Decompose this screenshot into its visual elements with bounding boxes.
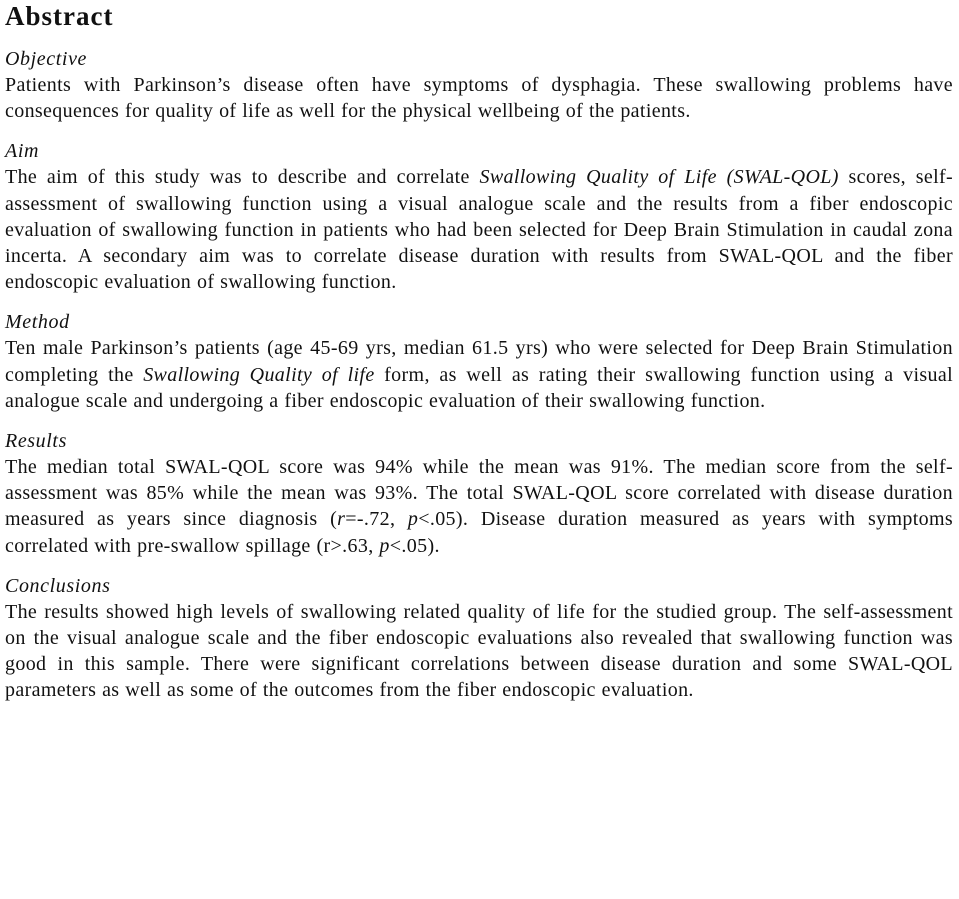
abstract-body	[5, 46, 953, 704]
section-results	[5, 428, 953, 559]
paragraph-text: form, as well as rating their swallowing function using a visual analogue scale and undergoing a fiber endoscopic evaluation of their swallowing function.	[5, 363, 953, 412]
section-paragraph	[5, 164, 953, 295]
paragraph-text: <.05).	[389, 534, 440, 557]
section-heading: Results	[5, 430, 67, 453]
paragraph-text: =-.72,	[345, 508, 408, 531]
section-conclusions	[5, 573, 953, 704]
paragraph-text: Ten male Parkinson’s patients (age 45-69 yrs, median 61.5 yrs) who were selected for Deep Brain Stimulation completing the	[5, 337, 953, 386]
paragraph-text: scores, self-assessment of swallowing function using a visual analogue scale and the results from a fiber endoscopic evaluation of swallowing function in patients who had been selected for Deep Brain Stimulation in caudal zona incerta. A secondary aim was to correlate disease duration with results from SWAL-QOL and the fiber endoscopic evaluation of swallowing function.	[5, 166, 953, 294]
section-aim	[5, 138, 953, 295]
paragraph-text: <.05). Disease duration measured as years with symptoms correlated with pre-swallow spillage (r>.63,	[5, 508, 954, 557]
italic-text: (SWAL-QOL)	[726, 166, 839, 189]
paragraph-text: Patients with Parkinson’s disease often have symptoms of dysphagia. These swallowing problems have consequences for quality of life as well for the physical wellbeing of the patients.	[5, 74, 953, 123]
italic-text: r	[337, 508, 346, 531]
section-paragraph	[5, 454, 953, 559]
section-heading: Method	[5, 311, 70, 334]
section-paragraph	[5, 72, 953, 124]
section-method	[5, 309, 953, 414]
paragraph-text: The aim of this study was to describe and correlate	[5, 166, 480, 189]
section-paragraph	[5, 599, 953, 704]
italic-text: Swallowing Quality of life	[143, 363, 375, 386]
italic-text: p	[407, 508, 419, 531]
paragraph-text: The results showed high levels of swallowing related quality of life for the studied group. The self-assessment on the visual analogue scale and the fiber endoscopic evaluations also revealed that swallowing function was good in this sample. There were significant correlations between disease duration and some SWAL-QOL parameters as well as some of the outcomes from the fiber endoscopic evaluation.	[5, 600, 953, 702]
italic-text: p	[379, 534, 390, 557]
section-heading: Aim	[5, 140, 40, 163]
section-heading: Conclusions	[5, 574, 111, 597]
section-heading: Objective	[5, 48, 88, 70]
paragraph-text: The median total SWAL-QOL score was 94% while the mean was 91%. The median score from the self-assessment was 85% while the mean was 93%. The total SWAL-QOL score correlated with disease duration measured as years since diagnosis (	[5, 456, 953, 531]
italic-text: Swallowing Quality of Life	[479, 166, 717, 189]
page-title: Abstract	[5, 1, 114, 31]
paragraph-text	[717, 166, 727, 188]
section-paragraph	[5, 335, 953, 414]
section-objective	[5, 46, 953, 124]
